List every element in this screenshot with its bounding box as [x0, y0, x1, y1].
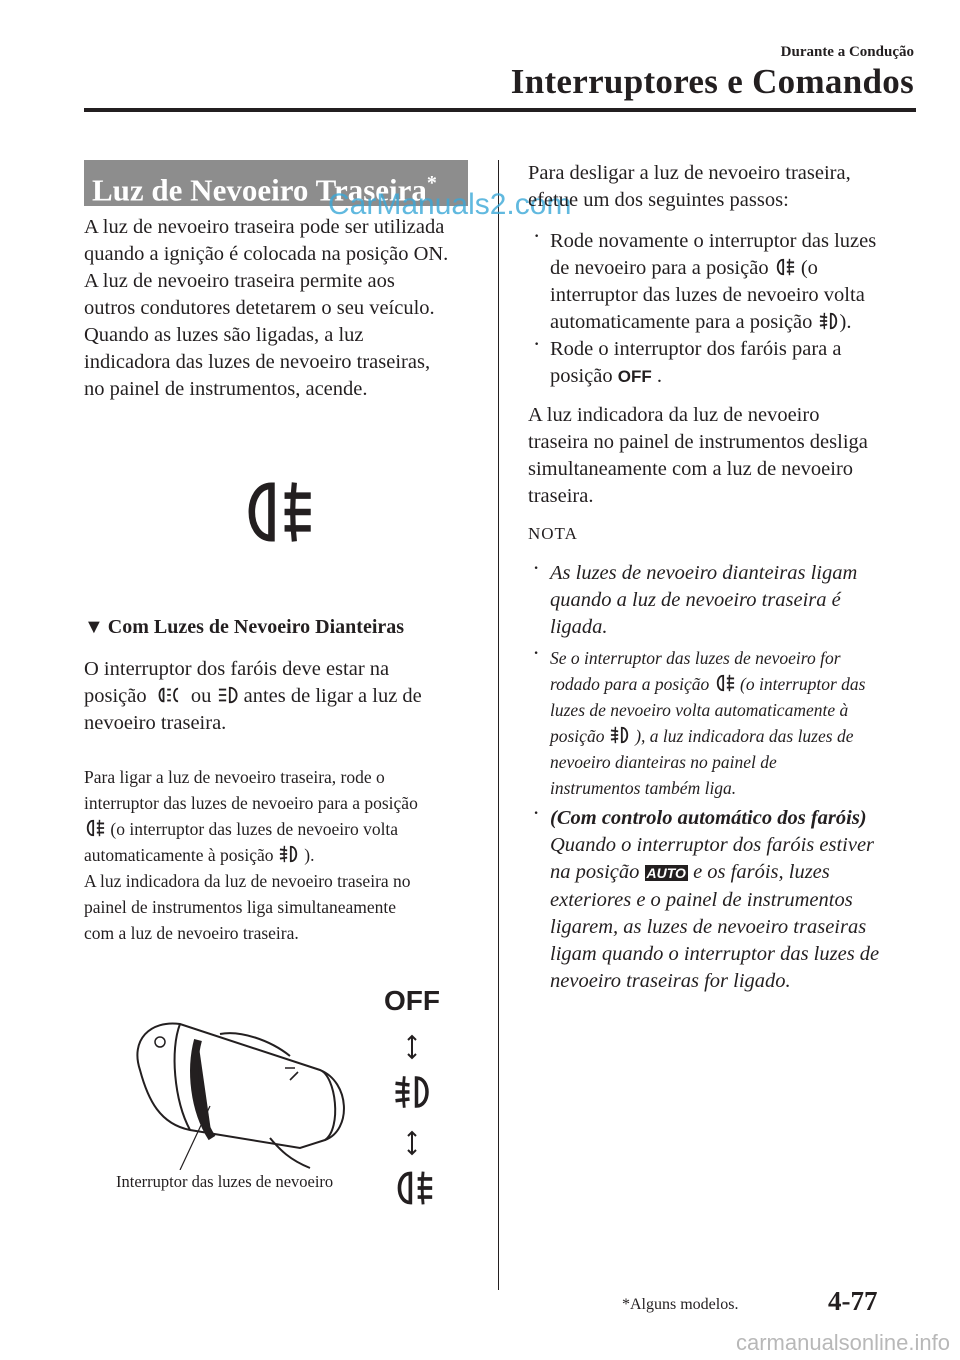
text-span: ).: [304, 845, 315, 865]
text-line: Quando o interruptor dos faróis estiver: [550, 834, 875, 856]
section-title-mark: *: [426, 172, 437, 194]
text-line: [84, 816, 484, 842]
text-line: instrumentos também liga.: [550, 778, 737, 798]
text-line: · Rode novamente o interruptor das luzes: [550, 230, 877, 252]
rear-fog-icon: [774, 257, 796, 277]
text-line: · (Com controlo automático dos faróis): [550, 807, 867, 829]
text-span: (o: [800, 257, 818, 279]
text-span: ), a luz indicadora das luzes de: [635, 726, 854, 746]
text-line: ligam quando o interruptor das luzes de: [550, 943, 880, 965]
text-line: exteriores e o painel de instrumentos: [550, 889, 853, 911]
off-position-label: OFF: [384, 985, 440, 1016]
text-line: Para desligar a luz de nevoeiro traseira,: [528, 162, 851, 184]
text-line: interruptor das luzes de nevoeiro para a posição: [84, 793, 418, 813]
text-line: indicadora das luzes de nevoeiro traseiras,: [84, 351, 431, 373]
footnote: *Alguns modelos.: [622, 1296, 739, 1313]
text-line: A luz de nevoeiro traseira permite aos: [84, 270, 395, 292]
text-line: [550, 723, 918, 749]
front-fog-icon: [609, 725, 631, 745]
double-arrow-icon: [404, 1034, 420, 1060]
text-span: posição: [84, 685, 147, 707]
figure-caption: Interruptor das luzes de nevoeiro: [116, 1172, 334, 1191]
right-para: [528, 402, 918, 510]
text-line: A luz indicadora da luz de nevoeiro traseira no: [84, 871, 411, 891]
text-span: .: [656, 365, 662, 387]
text-line: A luz indicadora da luz de nevoeiro: [528, 404, 820, 426]
subheading-marker: ▼: [84, 616, 104, 638]
text-span: na posição: [550, 861, 640, 883]
section-title-text: Luz de Nevoeiro Traseira: [92, 172, 427, 208]
text-span: posição: [550, 365, 613, 387]
text-span: ).: [839, 311, 852, 333]
text-line: nevoeiro traseira.: [84, 712, 227, 734]
text-line: quando a ignição é colocada na posição ON.: [84, 243, 449, 265]
text-line: outros condutores detetarem o seu veículo.: [84, 297, 435, 319]
header-rule: [84, 108, 916, 112]
text-span: (o interruptor das: [740, 674, 866, 694]
double-arrow-icon: [404, 1130, 420, 1156]
note-list: [528, 560, 918, 995]
running-header-section: Durante a Condução: [780, 44, 914, 60]
text-line: [550, 671, 918, 697]
watermark: CarManuals2.com: [328, 188, 572, 221]
text-line: simultaneamente com a luz de nevoeiro: [528, 458, 854, 480]
text-span: e os faróis, luzes: [693, 861, 830, 883]
text-line: painel de instrumentos liga simultaneamente: [84, 897, 397, 917]
text-line: interruptor das luzes de nevoeiro volta: [550, 284, 865, 306]
text-line: [550, 255, 918, 282]
text-line: com a luz de nevoeiro traseira.: [84, 923, 299, 943]
off-symbol: OFF: [617, 367, 652, 386]
subheading-text: Com Luzes de Nevoeiro Dianteiras: [107, 616, 405, 638]
text-line: efetue um dos seguintes passos:: [528, 189, 789, 211]
auto-symbol: AUTO: [646, 865, 686, 881]
fog-switch-stalk-illustration: [120, 1010, 380, 1170]
text-span: automaticamente para a posição: [550, 311, 813, 333]
text-line: no painel de instrumentos, acende.: [84, 378, 368, 400]
list-item: [528, 228, 918, 336]
column-divider: [498, 160, 499, 1290]
text-line: · Se o interruptor das luzes de nevoeiro for: [550, 648, 841, 668]
headlight-icon: [217, 685, 239, 705]
text-line: traseira no painel de instrumentos desliga: [528, 431, 868, 453]
text-line: luzes de nevoeiro volta automaticamente à: [550, 700, 849, 720]
front-fog-position-icon: [392, 1072, 434, 1112]
right-bullet-1: [528, 228, 918, 390]
text-line: Para ligar a luz de nevoeiro traseira, rode o: [84, 767, 385, 787]
text-line: [84, 842, 484, 868]
text-line: nevoeiro traseiras for ligado.: [550, 970, 791, 992]
text-line: [550, 859, 918, 887]
left-para-1: [84, 656, 474, 737]
subheading: [84, 616, 474, 639]
list-item: [528, 645, 918, 801]
rear-fog-position-icon: [392, 1168, 436, 1208]
text-line: [550, 309, 918, 336]
text-line: [84, 683, 474, 710]
text-line: Quando as luzes são ligadas, a luz: [84, 324, 364, 346]
text-line: traseira.: [528, 485, 594, 507]
right-intro: [528, 160, 918, 214]
left-para-2: [84, 764, 484, 946]
text-span: rodado para a posição: [550, 674, 710, 694]
text-span: automaticamente à posição: [84, 845, 274, 865]
rear-fog-icon: [714, 673, 736, 693]
text-line: nevoeiro dianteiras no painel de: [550, 752, 777, 772]
text-line: [550, 363, 918, 390]
front-fog-icon: [818, 311, 840, 331]
text-span: posição: [550, 726, 605, 746]
text-line: ligada.: [550, 616, 608, 638]
text-span: (o interruptor das luzes de nevoeiro volta: [110, 819, 399, 839]
front-fog-icon: [278, 844, 300, 864]
text-span: de nevoeiro para a posição: [550, 257, 769, 279]
text-span: ou: [190, 685, 212, 707]
list-item: [528, 805, 918, 995]
list-item: [528, 560, 918, 641]
text-span: antes de ligar a luz de: [243, 685, 422, 707]
page-number: 4-77: [828, 1286, 878, 1316]
list-item: [528, 336, 918, 390]
text-line: ligarem, as luzes de nevoeiro traseiras: [550, 916, 867, 938]
rear-fog-icon: [84, 818, 106, 838]
parking-light-icon: [152, 685, 186, 705]
text-line: · As luzes de nevoeiro dianteiras ligam: [550, 562, 858, 584]
rear-fog-indicator-icon: [236, 476, 320, 548]
text-line: quando a luz de nevoeiro traseira é: [550, 589, 841, 611]
text-line: O interruptor dos faróis deve estar na: [84, 658, 390, 680]
note-label: [528, 524, 918, 544]
running-header-title: Interruptores e Comandos: [510, 62, 914, 101]
left-intro: [84, 214, 474, 403]
text-line: · Rode o interruptor dos faróis para a: [550, 338, 842, 360]
footer-watermark: carmanualsonline.info: [735, 1330, 950, 1355]
text-line: A luz de nevoeiro traseira pode ser utilizada: [84, 216, 445, 238]
note-heading: NOTA: [528, 524, 578, 543]
